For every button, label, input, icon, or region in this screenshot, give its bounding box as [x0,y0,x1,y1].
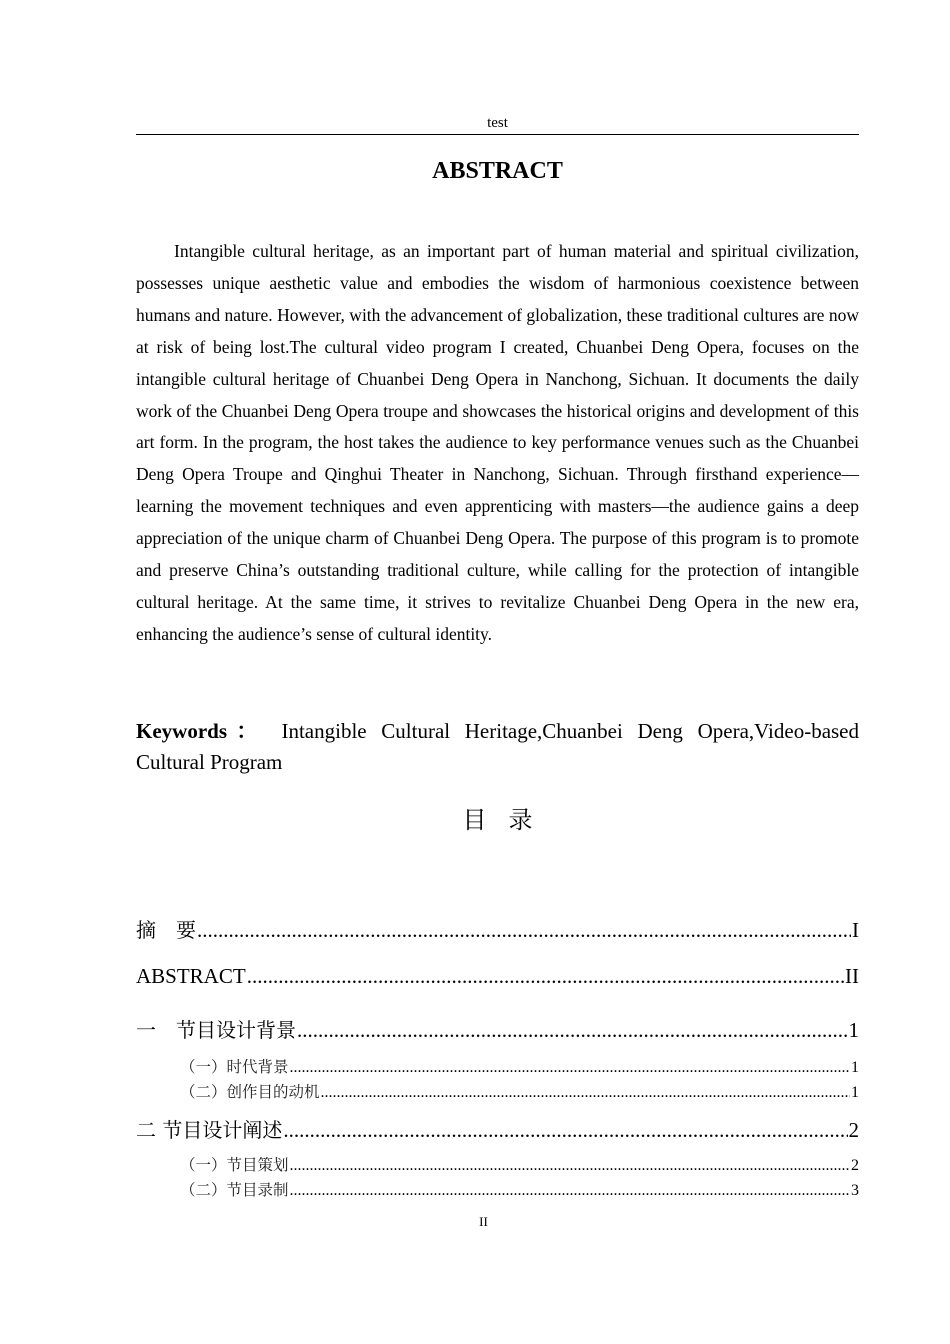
toc-dot-leader [290,1059,850,1077]
keywords-label: Keywords： [136,719,267,743]
toc-entry-section-1-1[interactable] [180,1055,859,1077]
toc-entry-section-2-2[interactable] [180,1178,859,1200]
toc-dot-leader [283,1118,847,1143]
toc-entry-section-1[interactable] [136,1014,859,1043]
toc-entry-page: 2 [848,1118,859,1142]
toc-entry-section-2-1[interactable] [180,1153,859,1175]
toc-entry-label: 摘 要 [136,918,196,942]
toc-entry-page: I [852,918,859,942]
toc-entry-label: （二）创作目的动机 [180,1083,320,1101]
toc-dot-leader [297,1018,848,1043]
toc-entry-label: ABSTRACT [136,964,246,988]
toc-entry-label: 二 节目设计阐述 [136,1118,283,1142]
keywords-paragraph [136,716,859,778]
toc-entry-page: 1 [851,1059,859,1076]
toc-entry-page: 3 [851,1182,859,1199]
toc-dot-leader [247,964,844,989]
toc-entry-abstract[interactable] [136,964,859,989]
toc-entry-label: （二）节目录制 [180,1181,289,1199]
abstract-title: ABSTRACT [432,158,563,184]
toc-dot-leader [290,1182,850,1200]
toc-entry-zhaiyao[interactable] [136,914,859,943]
toc-entry-page: 1 [848,1018,859,1042]
toc-title: 目录 [462,806,555,834]
toc-dot-leader [290,1157,850,1175]
toc-entry-section-1-2[interactable] [180,1080,859,1102]
page-header: test [487,115,508,131]
abstract-body: Intangible cultural heritage, as an important part of human material and spiritual civilization, possesses unique aesthetic value and embodies the wisdom of harmonious coexistence between humans and nature. However, with the advancement of globalization, these traditional cultures are now at risk of being lost.The cultural video program I created, Chuanbei Deng Opera, focuses on the intangible cultural heritage of Chuanbei Deng Opera in Nanchong, Sichuan. It documents the daily work of the Chuanbei Deng Opera troupe and showcases the historical origins and development of this art form. In the program, the host takes the audience to key performance venues such as the Chuanbei Deng Opera Troupe and Qinghui Theater in Nanchong, Sichuan. Through firsthand experience—learning the movement techniques and even apprenticing with masters—the audience gains a deep appreciation of the unique charm of Chuanbei Deng Opera. The purpose of this program is to promote and preserve China’s outstanding traditional culture, while calling for the protection of intangible cultural heritage. At the same time, it strives to revitalize Chuanbei Deng Opera in the new era, enhancing the audience’s sense of cultural identity. [136,241,859,644]
toc-entry-page: 2 [851,1157,859,1174]
toc-entry-page: 1 [851,1084,859,1101]
toc-entry-label: （一）时代背景 [180,1058,289,1076]
toc-dot-leader [321,1084,850,1102]
keywords-text: Intangible Cultural Heritage,Chuanbei Deng Opera,Video-based Cultural Program [136,719,860,774]
toc-entry-section-2[interactable] [136,1114,859,1143]
toc-entry-page: II [845,964,859,988]
header-rule [136,134,859,135]
toc-entry-label: 一 节目设计背景 [136,1018,296,1042]
toc-entry-label: （一）节目策划 [180,1156,289,1174]
page-number: II [479,1214,488,1229]
toc-dot-leader [197,918,851,943]
